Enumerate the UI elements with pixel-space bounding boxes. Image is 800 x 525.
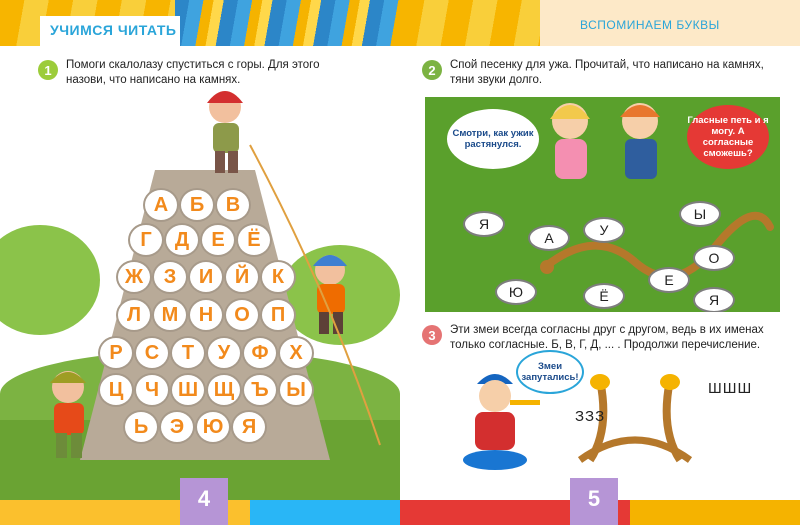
letter-rock: Е bbox=[650, 269, 688, 291]
sound-zzz: ЗЗЗ bbox=[575, 408, 606, 425]
letter-stone: З bbox=[154, 262, 186, 292]
section-tab bbox=[40, 16, 180, 46]
letter-stone: У bbox=[208, 338, 240, 368]
task-number-1: 1 bbox=[38, 60, 58, 80]
tree-left bbox=[0, 225, 100, 335]
speech-bubble-snakes: Змеи запутались! bbox=[518, 352, 582, 392]
task-3-line-2: только согласные. Б, В, Г, Д, ... . Продолжи перечисление. bbox=[450, 339, 761, 351]
task-2-line-1: Спой песенку для ужа. Прочитай, что написано на камнях, bbox=[450, 59, 764, 71]
letter-rock: Ю bbox=[497, 281, 535, 303]
letter-stone: Ц bbox=[100, 375, 132, 405]
section-title: УЧИМСЯ ЧИТАТЬ bbox=[50, 22, 177, 38]
letter-rock: Я bbox=[695, 289, 733, 311]
sound-shhh: ШШШ bbox=[708, 380, 753, 397]
letter-stone: Ь bbox=[125, 412, 157, 442]
letter-stone: О bbox=[226, 300, 258, 330]
task-number-2: 2 bbox=[422, 60, 442, 80]
right-page bbox=[400, 0, 800, 525]
task-1-line-1: Помоги скалолазу спуститься с горы. Для этого bbox=[66, 59, 320, 71]
task-2-text bbox=[450, 58, 790, 88]
letter-rock: У bbox=[585, 219, 623, 241]
letter-stone: Ш bbox=[172, 375, 204, 405]
letter-rock: Ё bbox=[585, 285, 623, 307]
letter-stone: А bbox=[145, 190, 177, 220]
boy-illustration bbox=[38, 365, 103, 465]
letter-rock: О bbox=[695, 247, 733, 269]
page-number: 5 bbox=[587, 486, 601, 511]
letter-stone: Ч bbox=[136, 375, 168, 405]
letter-stone: Я bbox=[233, 412, 265, 442]
page-number-box bbox=[180, 478, 228, 525]
bottom-bar-accent bbox=[250, 500, 400, 525]
letter-stone: Ы bbox=[280, 375, 312, 405]
task-3-text bbox=[450, 323, 790, 353]
letter-stone: Р bbox=[100, 338, 132, 368]
page-number: 4 bbox=[197, 486, 211, 511]
letter-stone: К bbox=[262, 262, 294, 292]
letter-stone: Н bbox=[190, 300, 222, 330]
letter-stone: Ё bbox=[238, 225, 270, 255]
letter-stone: Л bbox=[118, 300, 150, 330]
letter-stone: Ж bbox=[118, 262, 150, 292]
task-2-line-2: тяни звуки долго. bbox=[450, 74, 543, 86]
letter-rock: Я bbox=[465, 213, 503, 235]
letter-rock: Ы bbox=[681, 203, 719, 225]
letter-stone: Т bbox=[172, 338, 204, 368]
letter-stone: Г bbox=[130, 225, 162, 255]
letter-stone: Й bbox=[226, 262, 258, 292]
letter-stone: Ф bbox=[244, 338, 276, 368]
letter-stone: В bbox=[217, 190, 249, 220]
snake-charmer-illustration bbox=[455, 370, 545, 475]
task-3-line-1: Эти змеи всегда согласны друг с другом, ведь в их именах bbox=[450, 324, 764, 336]
snake-meadow-scene bbox=[425, 97, 780, 312]
section-title: ВСПОМИНАЕМ БУКВЫ bbox=[580, 18, 720, 32]
letter-stone: П bbox=[262, 300, 294, 330]
letter-stone: Д bbox=[166, 225, 198, 255]
letter-stone: И bbox=[190, 262, 222, 292]
section-tab bbox=[540, 0, 800, 46]
children-illustration bbox=[535, 97, 685, 207]
letter-stone: Щ bbox=[208, 375, 240, 405]
letter-stone: С bbox=[136, 338, 168, 368]
letter-stone: Х bbox=[280, 338, 312, 368]
page-number-box bbox=[570, 478, 618, 525]
letter-stone: М bbox=[154, 300, 186, 330]
letter-stone: Ъ bbox=[244, 375, 276, 405]
task-1-text bbox=[66, 58, 386, 88]
speech-bubble-girl: Смотри, как ужик растянулся. bbox=[447, 109, 539, 169]
task-number-3: 3 bbox=[422, 325, 442, 345]
header-stripe-decor bbox=[175, 0, 400, 46]
letter-rock: А bbox=[530, 227, 568, 249]
task-1-line-2: назови, что написано на камнях. bbox=[66, 74, 241, 86]
letter-stone: Ю bbox=[197, 412, 229, 442]
bottom-bar-accent bbox=[630, 500, 800, 525]
speech-bubble-boy: Гласные петь и я могу. А согласные сможешь? bbox=[687, 105, 769, 169]
letter-stone: Б bbox=[181, 190, 213, 220]
letter-stone: Э bbox=[161, 412, 193, 442]
letter-stone: Е bbox=[202, 225, 234, 255]
